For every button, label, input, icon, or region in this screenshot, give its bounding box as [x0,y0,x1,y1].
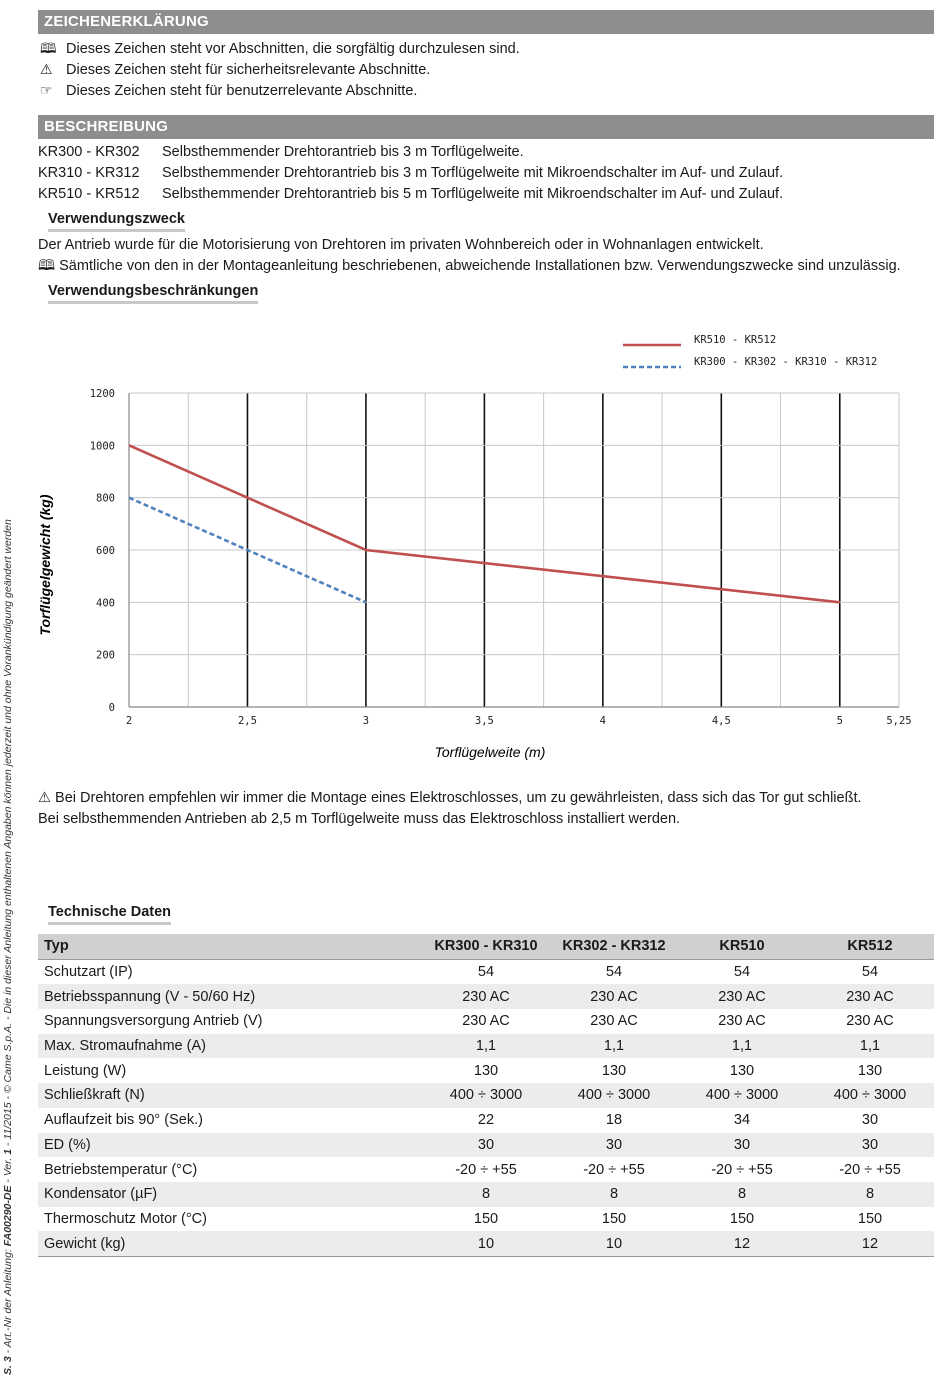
x-tick-label: 4 [599,715,607,727]
table-cell-value: 150 [857,1210,883,1227]
table-row [38,1058,934,1083]
table-cell-value: 230 AC [846,1013,894,1030]
table-cell-value: 12 [806,1231,934,1256]
table-cell-value: 30 [678,1133,806,1158]
table-cell-value: 30 [806,1133,934,1158]
table-cell-value: 230 AC [718,1013,766,1030]
table-row [38,1157,934,1182]
table-cell-value: 8 [422,1182,550,1207]
description-model: KR300 - KR302 [38,144,140,160]
table-cell-value: -20 ÷ +55 [455,1161,517,1178]
table-cell-value: -20 ÷ +55 [839,1161,901,1178]
pointing-hand-icon: ☞ [40,82,53,98]
table-row [38,1083,934,1108]
table-row [38,1182,934,1207]
table-cell-value: 10 [550,1231,678,1256]
tech-data-title: Technische Daten [48,904,171,925]
table-cell-value: 130 [473,1062,499,1079]
tech-data-table [38,934,934,1257]
table-cell-value: 30 [550,1133,678,1158]
usage-title: Verwendungszweck [48,211,185,232]
table-cell-value: 400 ÷ 3000 [422,1083,550,1108]
warning-note [38,788,862,808]
warning-icon: ⚠ [40,61,53,77]
table-cell-value: 8 [550,1182,678,1207]
table-cell-value: 150 [729,1210,755,1227]
sidebar-prefix: - Art.-Nr der Anleitung: [2,1246,14,1357]
table-cell-value: 400 ÷ 3000 [806,1083,934,1108]
x-tick-label: 2,5 [237,715,257,727]
x-axis-label: Torflügelweite (m) [434,744,546,760]
table-cell-value: 22 [477,1112,495,1129]
y-tick-label: 600 [96,545,115,557]
table-header-row [38,934,934,959]
x-tick-label: 5,25 [886,715,912,727]
description-text: Selbsthemmender Drehtorantrieb bis 5 m Torflügelweite mit Mikroendschalter im Auf- und Zulauf. [162,186,784,202]
description-text: Selbsthemmender Drehtorantrieb bis 3 m Torflügelweite mit Mikroendschalter im Auf- und Zulauf. [162,165,784,181]
book-icon: 🕮 [38,258,56,274]
table-cell-label: Betriebstemperatur (°C) [44,1161,198,1178]
doc-number: FA00290-DE [2,1185,14,1247]
table-cell-label: Schutzart (IP) [44,964,133,981]
table-cell-value: 130 [857,1062,883,1079]
table-row [38,1231,934,1256]
warning-icon: ⚠ [38,790,51,806]
version-number: 1 [2,1148,14,1155]
table-cell-label: Leistung (W) [44,1062,127,1079]
table-cell-value: 130 [601,1062,627,1079]
x-tick-label: 5 [836,715,843,727]
legend-item [40,38,520,59]
y-axis-label: Torflügelgewicht (kg) [37,494,53,636]
legend-item-text: Dieses Zeichen steht vor Abschnitten, die sorgfältig durchzulesen sind. [66,41,520,57]
y-tick-label: 1200 [89,388,115,400]
table-cell-value: 230 AC [590,1013,638,1030]
table-header: KR302 - KR312 [550,934,678,959]
table-cell-value: 230 AC [678,984,806,1009]
table-cell-value: 150 [473,1210,499,1227]
sidebar-suffix: - 11/2015 - © Came S.p.A. - Die in dieser Anleitung enthaltenen Angaben können jederzeit und ohne Vorankündigung geändert werden [2,519,14,1149]
legend-label: KR300 - KR302 - KR310 - KR312 [694,356,878,368]
table-header: KR512 [806,934,934,959]
table-cell-label: Max. Stromaufnahme (A) [38,1034,422,1059]
table-cell-value: 400 ÷ 3000 [678,1083,806,1108]
y-tick-label: 200 [96,649,115,662]
page-number: S. 3 [2,1356,14,1375]
table-cell-value: 30 [861,1112,879,1129]
table-cell-value: 230 AC [550,984,678,1009]
table-cell-value: 54 [861,964,879,981]
description-text: Selbsthemmender Drehtorantrieb bis 3 m Torflügelweite. [162,144,524,160]
version-label: - Ver. [2,1154,14,1186]
table-cell-value: 54 [733,964,751,981]
legend-section-title: ZEICHENERKLÄRUNG [38,10,934,34]
table-cell-label: Spannungsversorgung Antrieb (V) [44,1013,263,1030]
book-icon: 🕮 [40,40,57,56]
table-cell-label: Thermoschutz Motor (°C) [44,1210,207,1227]
table-row [38,984,934,1009]
table-cell-value: 230 AC [462,1013,510,1030]
table-row [38,1207,934,1232]
table-cell-label: Schließkraft (N) [38,1083,422,1108]
warning-note-2: Bei selbsthemmenden Antrieben ab 2,5 m Torflügelweite muss das Elektroschloss installiert werden. [38,811,681,827]
table-cell-label: ED (%) [38,1133,422,1158]
table-cell-value: -20 ÷ +55 [583,1161,645,1178]
table-cell-value: 8 [806,1182,934,1207]
table-header: Typ [38,934,422,959]
table-row [38,1133,934,1158]
table-cell-value: 54 [605,964,623,981]
table-cell-label: Kondensator (µF) [38,1182,422,1207]
table-cell-value: 18 [605,1112,623,1129]
warning-text: Bei Drehtoren empfehlen wir immer die Montage eines Elektroschlosses, um zu gewährleisten, dass sich das Tor gut schließt. [55,790,862,806]
y-tick-label: 800 [96,492,115,505]
table-cell-value: 12 [678,1231,806,1256]
table-header: KR300 - KR310 [422,934,550,959]
table-cell-value: 54 [477,964,495,981]
table-cell-value: 1,1 [678,1034,806,1059]
table-cell-label: Auflaufzeit bis 90° (Sek.) [44,1112,203,1129]
table-cell-value: 34 [733,1112,751,1129]
table-row [38,959,934,984]
y-tick-label: 0 [108,702,115,714]
table-row [38,1108,934,1133]
legend-item-text: Dieses Zeichen steht für sicherheitsrelevante Abschnitte. [66,62,431,78]
table-cell-value: 30 [422,1133,550,1158]
table-cell-value: 1,1 [806,1034,934,1059]
limits-title: Verwendungsbeschränkungen [48,283,258,304]
y-tick-label: 400 [96,597,115,610]
legend-item-text: Dieses Zeichen steht für benutzerrelevante Abschnitte. [66,83,418,99]
table-cell-value: 1,1 [550,1034,678,1059]
x-tick-label: 4,5 [711,715,731,727]
description-model: KR510 - KR512 [38,186,140,202]
legend-item [40,80,417,101]
table-cell-value: -20 ÷ +55 [711,1161,773,1178]
legend-label: KR510 - KR512 [694,334,777,346]
usage-text: Der Antrieb wurde für die Motorisierung von Drehtoren im privaten Wohnbereich oder in Wohnanlagen entwickelt. [38,237,764,253]
table-cell-value: 10 [422,1231,550,1256]
x-tick-label: 2 [125,715,133,727]
table-row [38,1009,934,1034]
table-cell-label: Betriebsspannung (V - 50/60 Hz) [38,984,422,1009]
table-cell-value: 8 [678,1182,806,1207]
table-cell-value: 130 [729,1062,755,1079]
table-row [38,1034,934,1059]
table-cell-label: Gewicht (kg) [38,1231,422,1256]
legend-item [40,59,430,80]
table-header: KR510 [678,934,806,959]
y-tick-label: 1000 [89,440,115,453]
table-cell-value: 150 [601,1210,627,1227]
table-cell-value: 400 ÷ 3000 [550,1083,678,1108]
x-tick-label: 3,5 [474,715,494,727]
description-section-title: BESCHREIBUNG [38,115,934,139]
table-cell-value: 1,1 [422,1034,550,1059]
table-cell-value: 230 AC [806,984,934,1009]
usage-note-text: Sämtliche von den in der Montageanleitung beschriebenen, abweichende Installationen bzw. Verwendungszwecke sind unzulässig. [59,258,901,274]
table-cell-value: 230 AC [422,984,550,1009]
weight-width-chart [0,320,950,770]
description-model: KR310 - KR312 [38,165,140,181]
usage-note [38,256,901,276]
x-tick-label: 3 [362,715,370,727]
